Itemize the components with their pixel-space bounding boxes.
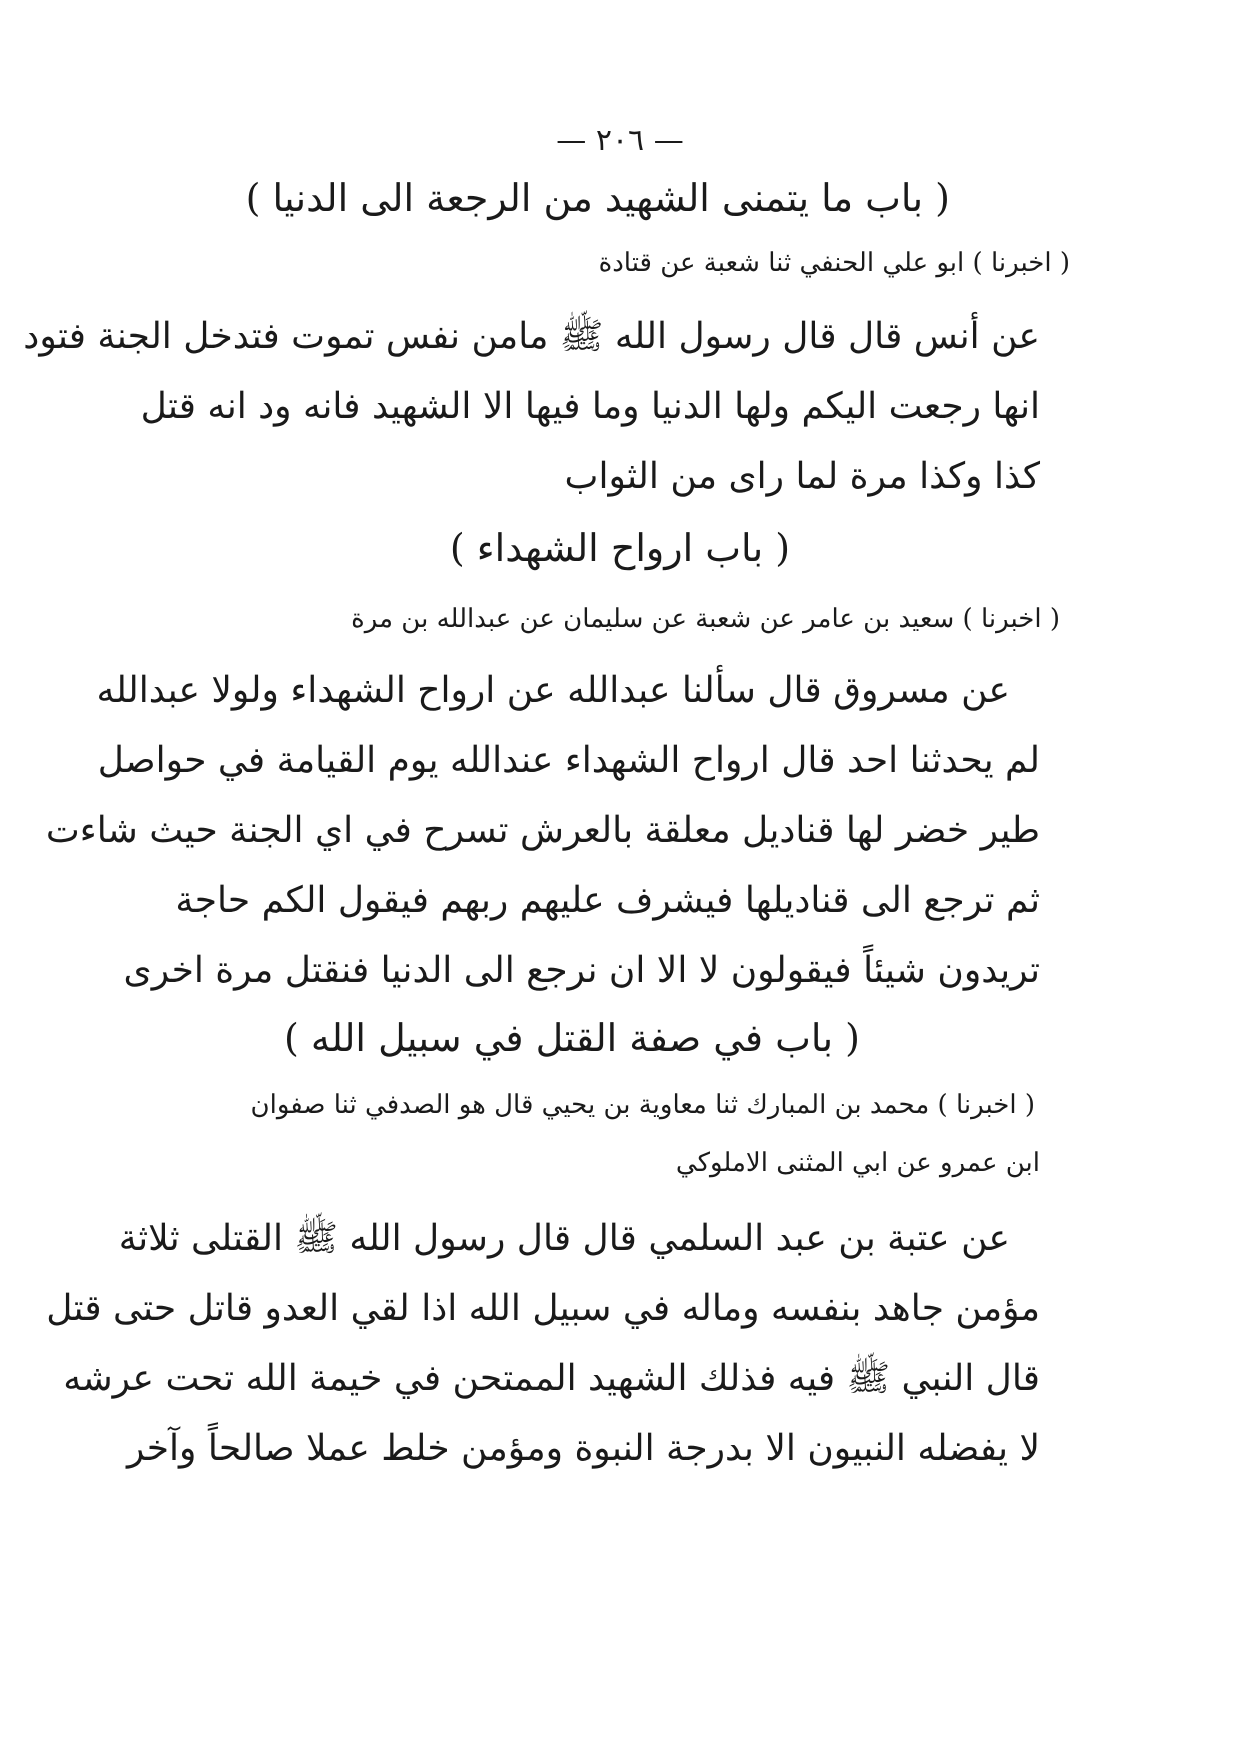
text-line: انها رجعت اليكم ولها الدنيا وما فيها الا الشهيد فانه ود انه قتل	[140, 386, 1040, 427]
text-line: تريدون شيئاً فيقولون لا الا ان نرجع الى الدنيا فنقتل مرة اخرى	[123, 950, 1040, 991]
text-line: عن عتبة بن عبد السلمي قال قال رسول الله ﷺ القتلى ثلاثة	[118, 1218, 1010, 1259]
text-line: عن مسروق قال سألنا عبدالله عن ارواح الشهداء ولولا عبدالله	[96, 670, 1010, 711]
isnad-line: ( اخبرنا ) محمد بن المبارك ثنا معاوية بن يحيي قال هو الصدفي ثنا صفوان	[250, 1090, 1035, 1120]
text-line: مؤمن جاهد بنفسه وماله في سبيل الله اذا لقي العدو قاتل حتى قتل	[46, 1288, 1040, 1329]
isnad-line: ابن عمرو عن ابي المثنى الاملوكي	[675, 1148, 1040, 1178]
text-line: لا يفضله النبيون الا بدرجة النبوة ومؤمن خلط عملا صالحاً وآخر	[126, 1428, 1040, 1469]
text-line: طير خضر لها قناديل معلقة بالعرش تسرح في اي الجنة حيث شاءت	[45, 810, 1040, 851]
text-line: كذا وكذا مرة لما راى من الثواب	[564, 456, 1040, 497]
isnad-line: ( اخبرنا ) ابو علي الحنفي ثنا شعبة عن قتادة	[598, 248, 1070, 278]
text-line: ثم ترجع الى قناديلها فيشرف عليهم ربهم فيقول الكم حاجة	[175, 880, 1040, 921]
section-heading-martyr-wish: ( باب ما يتمنى الشهيد من الرجعة الى الدنيا )	[245, 176, 950, 220]
isnad-line: ( اخبرنا ) سعيد بن عامر عن شعبة عن سليمان عن عبدالله بن مرة	[351, 604, 1060, 634]
text-line: قال النبي ﷺ فيه فذلك الشهيد الممتحن في خيمة الله تحت عرشه	[63, 1358, 1040, 1399]
section-heading-killing-in-path: ( باب في صفة القتل في سبيل الله )	[284, 1016, 860, 1060]
page-number: — ٢٠٦ —	[556, 123, 684, 158]
section-heading-martyrs-souls: ( باب ارواح الشهداء )	[449, 526, 791, 570]
text-line: لم يحدثنا احد قال ارواح الشهداء عندالله يوم القيامة في حواصل	[97, 740, 1040, 781]
text-line: عن أنس قال قال رسول الله ﷺ مامن نفس تموت فتدخل الجنة فتود	[23, 316, 1040, 357]
